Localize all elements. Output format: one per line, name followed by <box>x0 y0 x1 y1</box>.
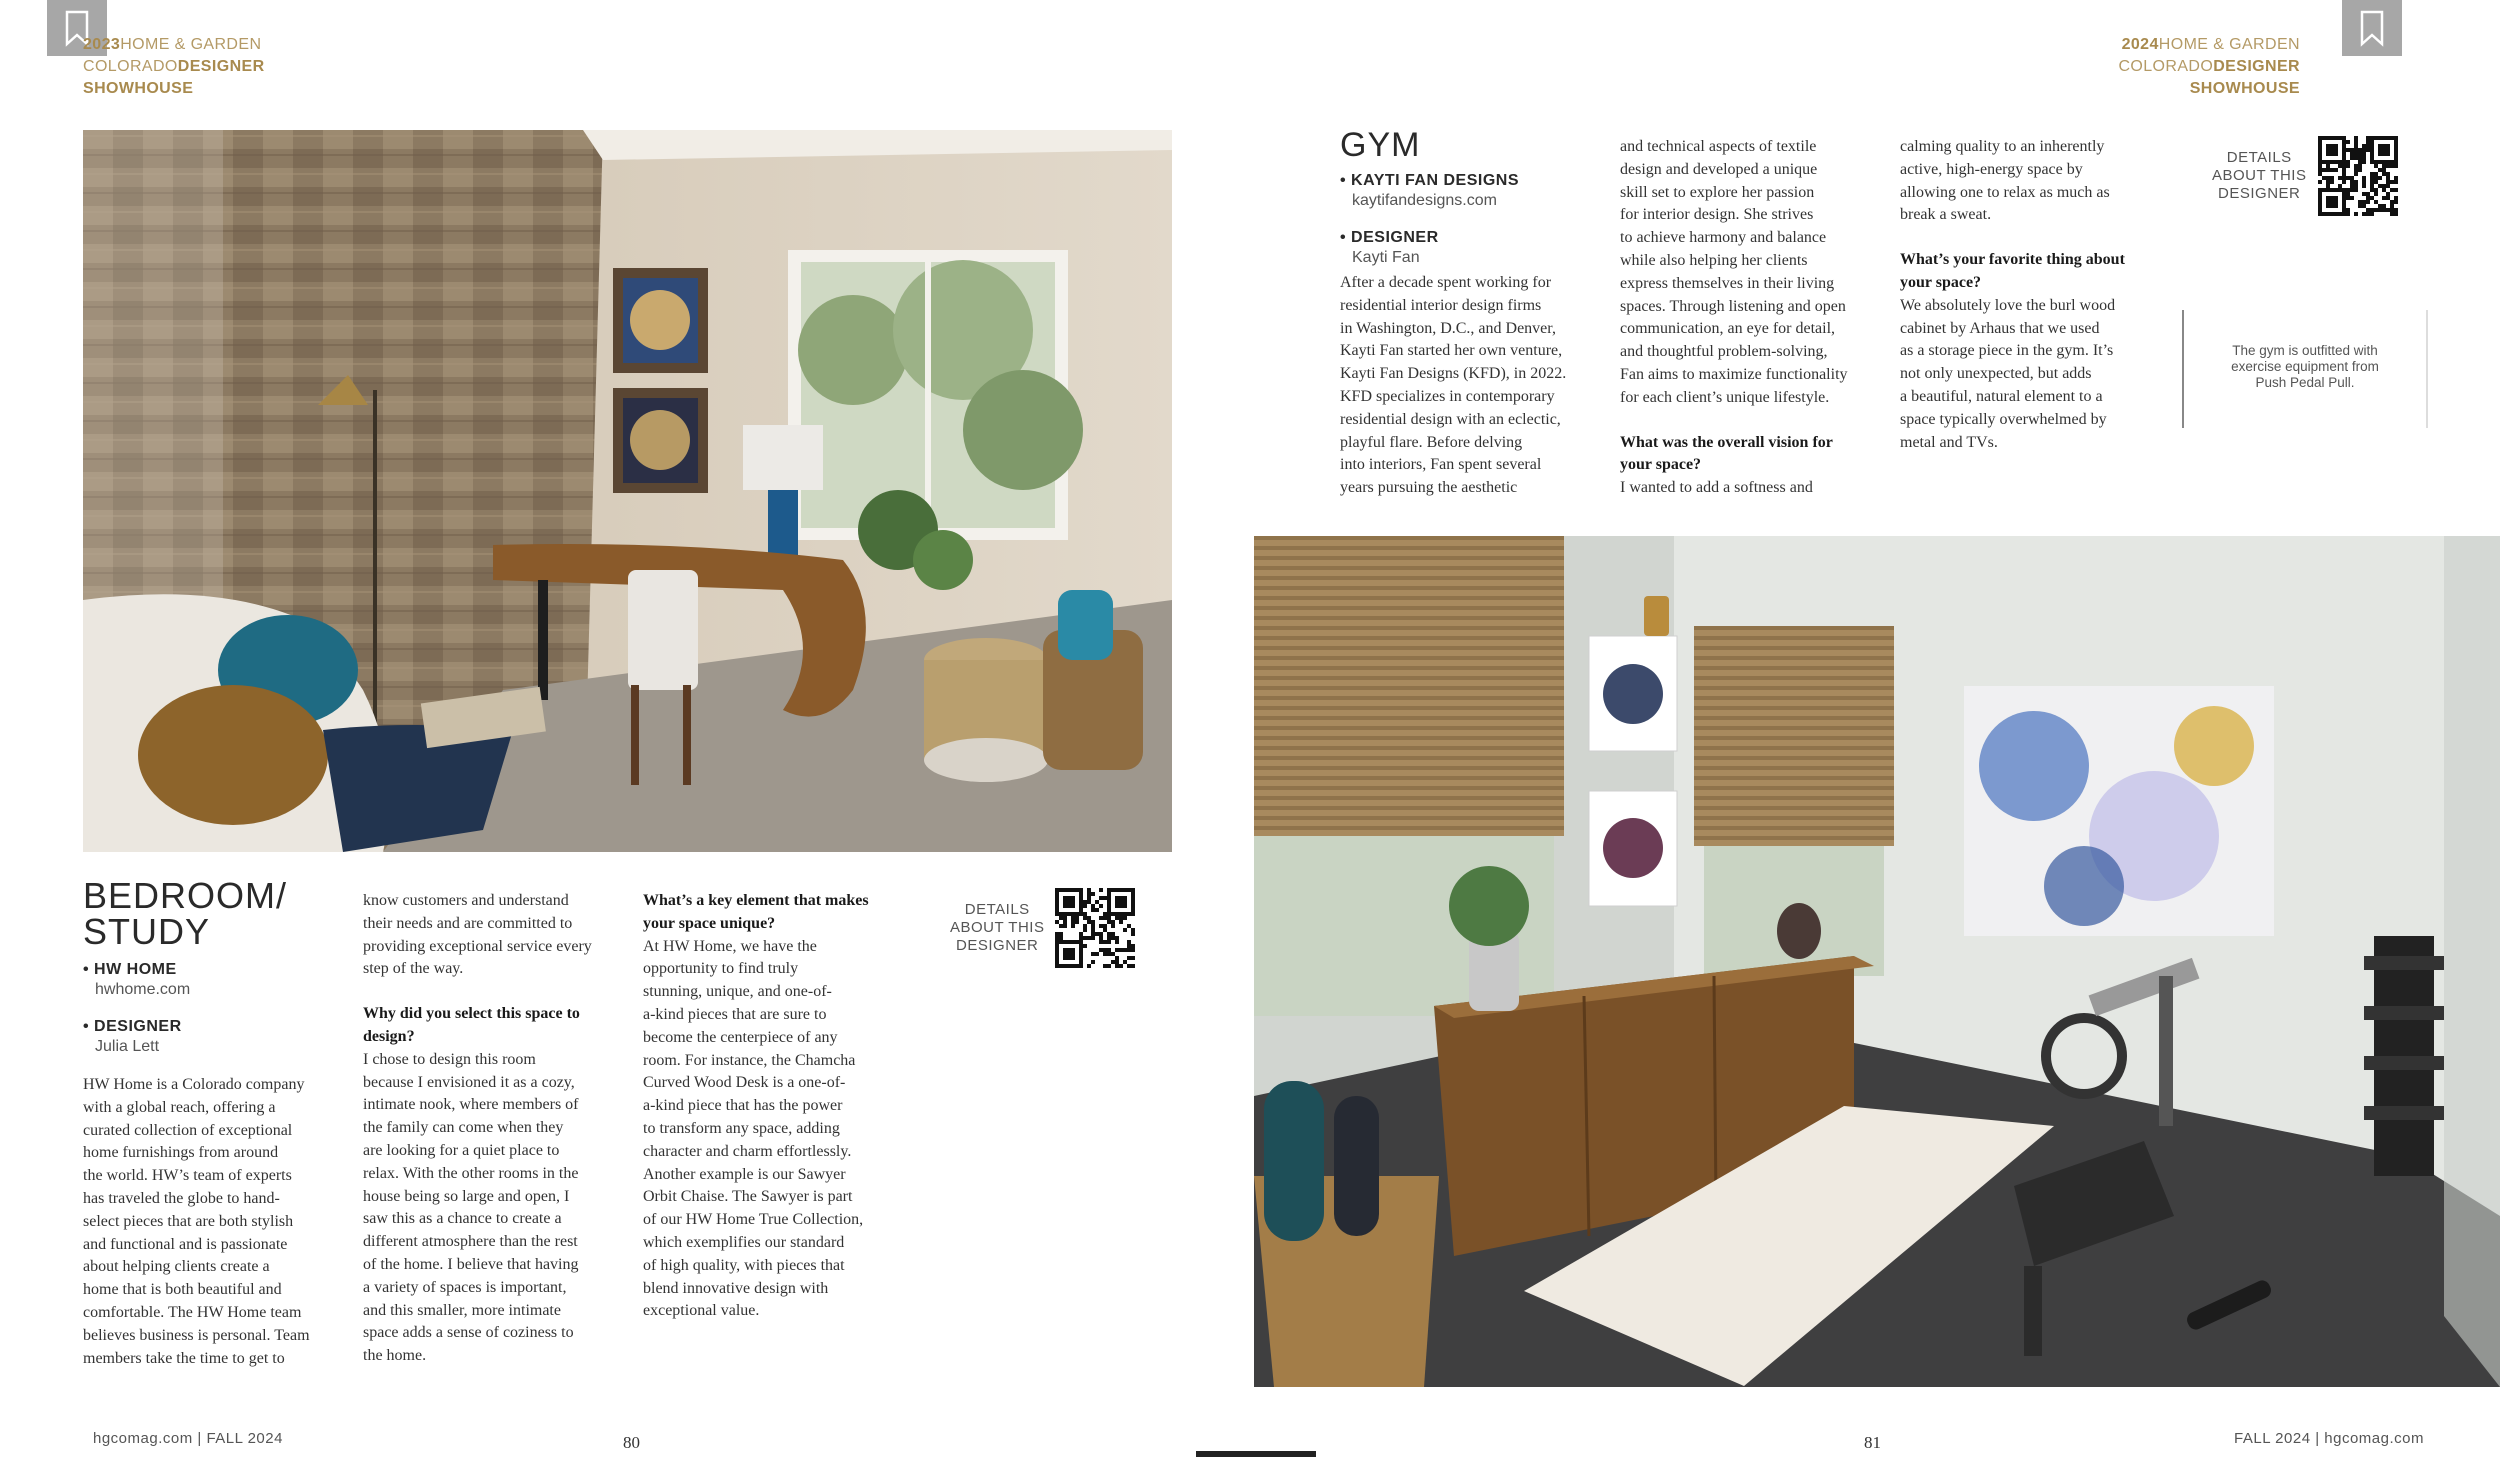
qr-label-line: DESIGNER <box>2218 185 2301 202</box>
body-line: years pursuing the aesthetic <box>1340 479 1518 497</box>
photo-caption <box>2200 343 2410 391</box>
body-line: providing exceptional service every <box>363 937 592 955</box>
question-line: your space? <box>1900 273 1982 291</box>
body-line: which exemplifies our standard <box>643 1233 845 1251</box>
body-line: I chose to design this room <box>363 1050 536 1068</box>
bookmark-icon <box>2357 9 2387 47</box>
page-number-right: 81 <box>1864 1433 1881 1452</box>
body-line: because I envisioned it as a cozy, <box>363 1073 575 1091</box>
body-line: space typically overwhelmed by <box>1900 410 2107 428</box>
body-line: step of the way. <box>363 960 464 978</box>
body-line: select pieces that are both stylish <box>83 1212 294 1230</box>
body-line: while also helping her clients <box>1620 251 1808 269</box>
page-number-left: 80 <box>623 1433 640 1452</box>
body-line: Kayti Fan Designs (KFD), in 2022. <box>1340 365 1567 383</box>
header-year: 2024 <box>2121 36 2159 53</box>
body-line: members take the time to get to <box>83 1349 285 1367</box>
body-line: HW Home is a Colorado company <box>83 1076 305 1093</box>
body-line: I wanted to add a softness and <box>1620 479 1813 497</box>
body-line: about helping clients create a <box>83 1258 270 1276</box>
body-line: active, high-energy space by <box>1900 160 2083 178</box>
body-line: of the home. I believe that having <box>363 1255 579 1273</box>
body-line: design and developed a unique <box>1620 160 1818 178</box>
showhouse-header-right <box>2118 34 2300 100</box>
caption-rule-right <box>2426 310 2428 428</box>
body-line: opportunity to find truly <box>643 960 799 978</box>
body-line: spaces. Through listening and open <box>1620 297 1846 315</box>
body-line: We absolutely love the burl wood <box>1900 296 2116 314</box>
qr-label-line: DESIGNER <box>956 937 1039 954</box>
body-line: house being so large and open, I <box>363 1187 570 1205</box>
qr-code-right[interactable] <box>2318 136 2398 216</box>
caption-line: Push Pedal Pull. <box>2255 375 2355 390</box>
body-line: Fan aims to maximize functionality <box>1620 365 1848 383</box>
room-title-gym: GYM <box>1340 126 1421 164</box>
header-line2b: DESIGNER <box>2213 58 2300 75</box>
body-line: allowing one to relax as much as <box>1900 183 2110 201</box>
right-column-2 <box>1620 136 1890 500</box>
header-line1: HOME & GARDEN <box>2158 36 2300 53</box>
body-line: a-kind pieces that are sure to <box>643 1005 827 1023</box>
body-line: the family can come when they <box>363 1119 564 1137</box>
question-line: your space unique? <box>643 914 776 932</box>
body-line: of our HW Home True Collection, <box>643 1211 864 1229</box>
left-column-3 <box>643 890 903 1323</box>
body-line: communication, an eye for detail, <box>1620 320 1836 338</box>
body-line: into interiors, Fan spent several <box>1340 456 1542 474</box>
body-line: saw this as a chance to create a <box>363 1210 562 1228</box>
body-line: calming quality to an inherently <box>1900 138 2105 155</box>
qr-label-line: ABOUT THIS <box>950 919 1045 936</box>
body-line: KFD specializes in contemporary <box>1340 387 1555 405</box>
body-line: has traveled the globe to hand- <box>83 1189 280 1207</box>
question-line: design? <box>363 1027 415 1045</box>
qr-label-line: DETAILS <box>2226 149 2292 166</box>
caption-line: The gym is outfitted with <box>2232 343 2378 358</box>
body-line: skill set to explore her passion <box>1620 183 1815 201</box>
body-line: and technical aspects of textile <box>1620 138 1817 155</box>
body-line: room. For instance, the Chamcha <box>643 1051 856 1069</box>
credits-left: • HW HOME hwhome.com • DESIGNER Julia Lett <box>83 961 191 1055</box>
body-line: and thoughtful problem-solving, <box>1620 343 1828 361</box>
room-title-bedroom-study <box>83 875 288 952</box>
scroll-handle[interactable] <box>1196 1451 1316 1457</box>
room-title-line1: BEDROOM/ <box>83 875 288 916</box>
body-line: a beautiful, natural element to a <box>1900 387 2103 405</box>
question-line: What’s your favorite thing about <box>1900 251 2125 269</box>
body-line: for interior design. She strives <box>1620 206 1814 224</box>
question-line: What’s a key element that makes <box>643 892 869 909</box>
body-line: break a sweat. <box>1900 206 1992 224</box>
designer-label: DESIGNER <box>94 1018 182 1035</box>
body-line: comfortable. The HW Home team <box>83 1303 302 1321</box>
caption-line: exercise equipment from <box>2231 359 2379 374</box>
body-line: home furnishings from around <box>83 1144 279 1162</box>
body-line: in Washington, D.C., and Denver, <box>1340 319 1556 337</box>
question-line: What was the overall vision for <box>1620 433 1833 451</box>
body-line: become the centerpiece of any <box>643 1028 838 1046</box>
company-site: kaytifandesigns.com <box>1352 192 1497 209</box>
body-line: curated collection of exceptional <box>83 1121 293 1139</box>
bedroom-study-photo <box>83 130 1172 852</box>
company-site: hwhome.com <box>95 981 191 998</box>
body-line: Orbit Chaise. The Sawyer is part <box>643 1188 853 1206</box>
showhouse-header-left <box>83 34 265 100</box>
company-label: HW HOME <box>94 961 177 978</box>
body-line: Another example is our Sawyer <box>643 1165 846 1183</box>
caption-rule-left <box>2182 310 2184 428</box>
body-line: express themselves in their living <box>1620 274 1835 292</box>
company-label: KAYTI FAN DESIGNS <box>1351 172 1519 189</box>
body-line: a variety of spaces is important, <box>363 1278 567 1296</box>
body-line: exceptional value. <box>643 1302 760 1320</box>
designer-name: Kayti Fan <box>1352 249 1420 266</box>
body-line: know customers and understand <box>363 892 569 909</box>
body-line: blend innovative design with <box>643 1279 829 1297</box>
designer-name: Julia Lett <box>95 1038 160 1055</box>
body-line: cabinet by Arhaus that we used <box>1900 319 2100 337</box>
body-line: the home. <box>363 1347 427 1365</box>
body-line: and this smaller, more intimate <box>363 1301 561 1319</box>
body-line: character and charm effortlessly. <box>643 1142 852 1160</box>
body-line: for each client’s unique lifestyle. <box>1620 388 1830 406</box>
body-line: with a global reach, offering a <box>83 1098 276 1116</box>
body-line: space adds a sense of coziness to <box>363 1324 574 1342</box>
body-line: At HW Home, we have the <box>643 937 817 955</box>
header-line2a: COLORADO <box>83 58 178 75</box>
room-title-line2: STUDY <box>83 911 211 952</box>
qr-label-line: ABOUT THIS <box>2212 167 2307 184</box>
body-line: playful flare. Before delving <box>1340 433 1523 451</box>
body-line: are looking for a quiet place to <box>363 1141 560 1159</box>
body-line: as a storage piece in the gym. It’s <box>1900 342 2114 360</box>
body-line: residential design with an eclectic, <box>1340 410 1561 428</box>
body-line: and functional and is passionate <box>83 1235 288 1253</box>
body-line: residential interior design firms <box>1340 296 1542 314</box>
left-column-2 <box>363 890 623 1368</box>
header-line2b: DESIGNER <box>177 58 265 75</box>
qr-label-right <box>2212 149 2306 203</box>
body-line: intimate nook, where members of <box>363 1096 579 1114</box>
body-line: stunning, unique, and one-of- <box>643 983 832 1001</box>
right-column-1 <box>1340 272 1610 500</box>
qr-label-line: DETAILS <box>964 901 1030 918</box>
header-line2a: COLORADO <box>2118 58 2214 75</box>
body-line: to transform any space, adding <box>643 1119 840 1137</box>
body-line: their needs and are committed to <box>363 914 573 932</box>
header-line3: SHOWHOUSE <box>2189 80 2300 97</box>
body-line: different atmosphere than the rest <box>363 1233 578 1251</box>
question-line: your space? <box>1620 456 1702 474</box>
designer-label: DESIGNER <box>1351 229 1439 246</box>
body-line: believes business is personal. Team <box>83 1326 310 1344</box>
body-line: a-kind piece that has the power <box>643 1097 843 1115</box>
gym-photo <box>1254 536 2500 1387</box>
question-line: Why did you select this space to <box>363 1005 580 1023</box>
left-column-1 <box>83 1074 343 1370</box>
qr-code-left[interactable] <box>1055 888 1135 968</box>
qr-label-left <box>950 901 1044 955</box>
credits-right: • KAYTI FAN DESIGNS kaytifandesigns.com • DESIGNER Kayti Fan <box>1340 172 1519 266</box>
footer-right: FALL 2024 | hgcomag.com <box>2234 1430 2424 1447</box>
footer-left: hgcomag.com | FALL 2024 <box>93 1430 283 1447</box>
body-line: the world. HW’s team of experts <box>83 1167 292 1185</box>
body-line: of high quality, with pieces that <box>643 1256 845 1274</box>
header-line1: HOME & GARDEN <box>120 36 262 53</box>
body-line: home that is both beautiful and <box>83 1281 282 1299</box>
body-line: relax. With the other rooms in the <box>363 1164 579 1182</box>
bookmark-button-right[interactable] <box>2342 0 2402 56</box>
body-line: Kayti Fan started her own venture, <box>1340 342 1563 360</box>
body-line: metal and TVs. <box>1900 433 1998 451</box>
body-line: Curved Wood Desk is a one-of- <box>643 1074 846 1092</box>
body-line: not only unexpected, but adds <box>1900 365 2092 383</box>
header-year: 2023 <box>83 36 121 53</box>
right-column-3 <box>1900 136 2170 454</box>
header-line3: SHOWHOUSE <box>83 80 194 97</box>
body-line: After a decade spent working for <box>1340 274 1552 291</box>
body-line: to achieve harmony and balance <box>1620 229 1827 247</box>
